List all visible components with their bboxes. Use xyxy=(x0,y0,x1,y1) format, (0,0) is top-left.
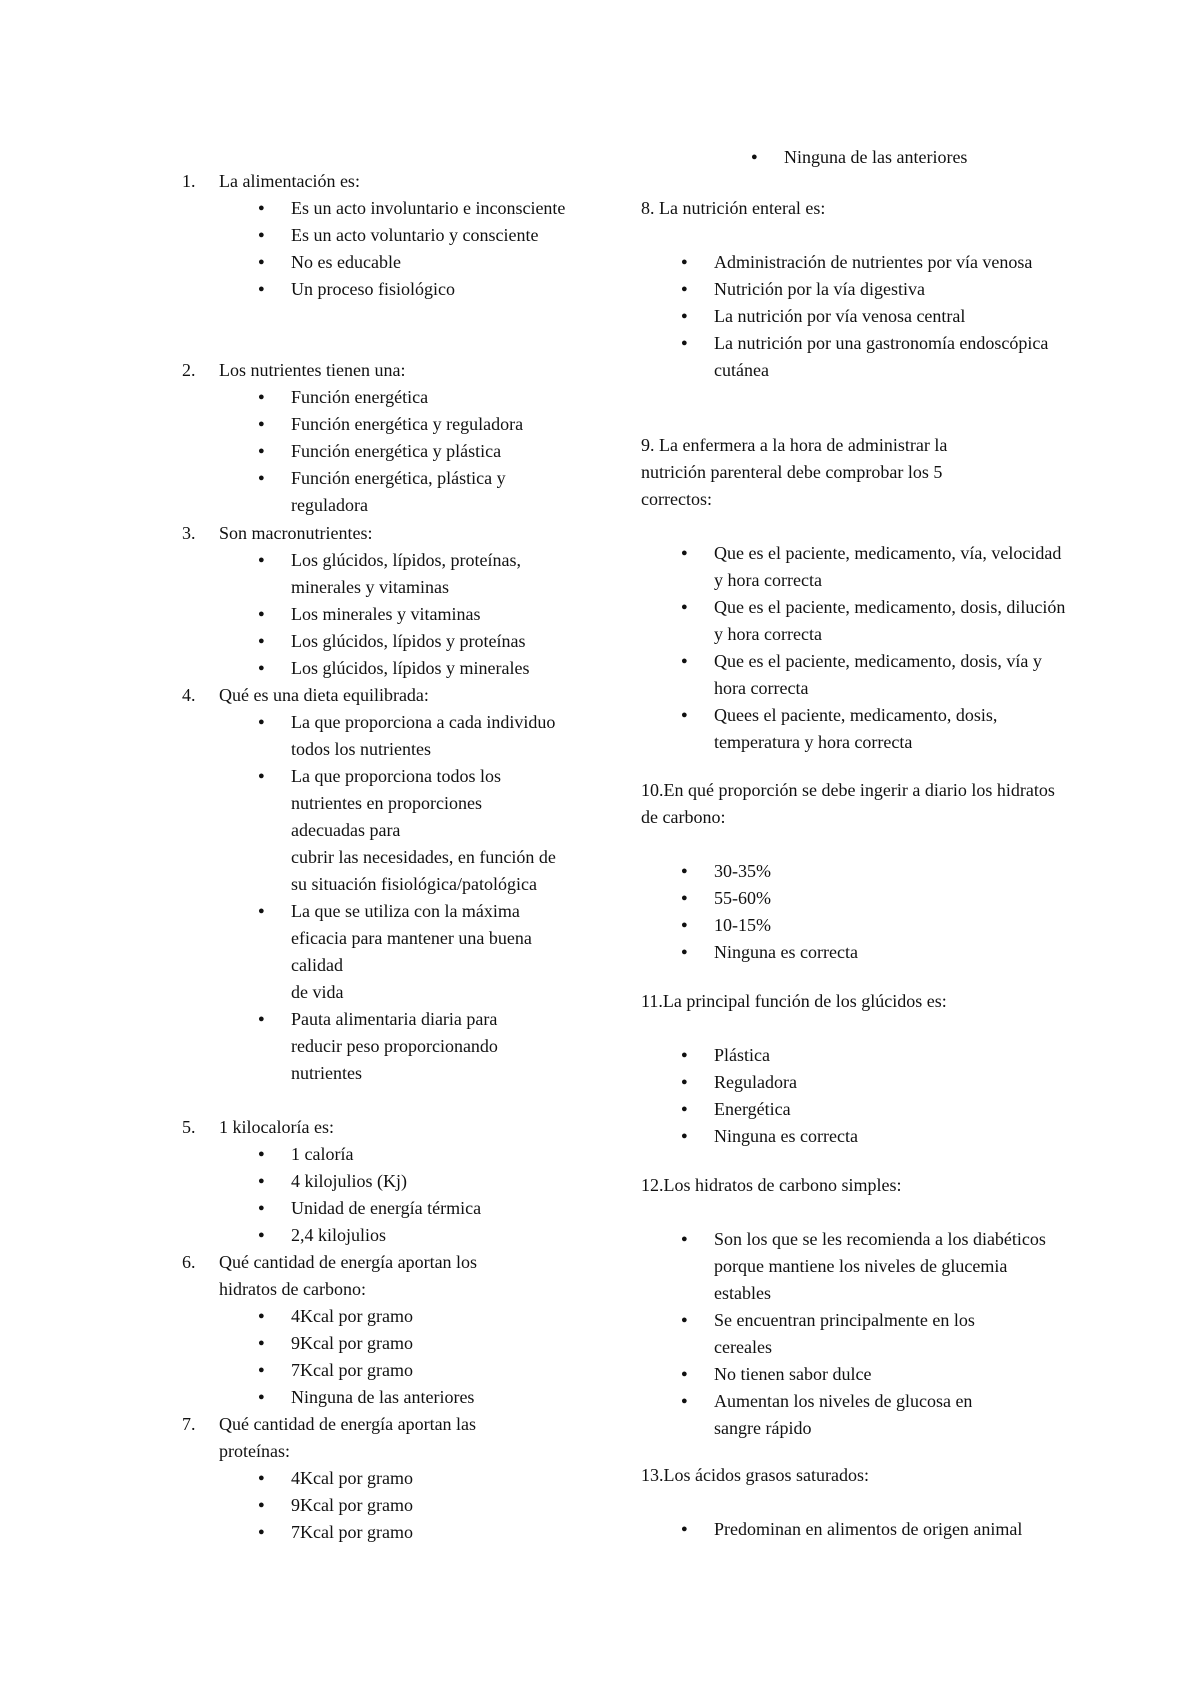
list-item: ● 2,4 kilojulios xyxy=(291,1222,581,1249)
list-item: ● Unidad de energía térmica xyxy=(291,1195,581,1222)
list-item: ● 9Kcal por gramo xyxy=(291,1492,581,1519)
question-8 xyxy=(641,195,1081,384)
list-item: ● Los glúcidos, lípidos, proteínas, minerales y vitaminas xyxy=(291,547,581,601)
question-text: 1 kilocaloría es: xyxy=(219,1117,334,1137)
question-7-continuation xyxy=(600,144,1200,171)
list-item: ● Administración de nutrientes por vía venosa xyxy=(714,249,1074,276)
list-item: ● Los glúcidos, lípidos y proteínas xyxy=(291,628,581,655)
question-number: 7. xyxy=(182,1414,196,1434)
list-item: ● Función energética y plástica xyxy=(291,438,581,465)
list-item: ● Nutrición por la vía digestiva xyxy=(714,276,1074,303)
options-list xyxy=(641,1042,1074,1150)
question-13 xyxy=(641,1462,1081,1543)
question-number: 6. xyxy=(182,1252,196,1272)
question-text: Qué es una dieta equilibrada: xyxy=(219,685,429,705)
question-6 xyxy=(182,1249,582,1411)
list-item: ● Ninguna es correcta xyxy=(714,939,1074,966)
list-item: ● Es un acto voluntario y consciente xyxy=(291,222,581,249)
list-item: ● No tienen sabor dulce xyxy=(714,1361,1074,1388)
options-list xyxy=(641,249,1074,384)
list-item: ● 10-15% xyxy=(714,912,1074,939)
options-list xyxy=(641,540,1074,756)
options-list xyxy=(182,195,581,303)
list-item: ● 7Kcal por gramo xyxy=(291,1357,581,1384)
options-list xyxy=(182,1303,581,1411)
list-item: ● Es un acto involuntario e inconsciente xyxy=(291,195,581,222)
list-item: ● Quees el paciente, medicamento, dosis, temperatura y hora correcta xyxy=(714,702,1074,756)
question-12 xyxy=(641,1172,1081,1442)
question-5 xyxy=(182,1114,582,1249)
options-list xyxy=(182,547,581,682)
list-item: ● Son los que se les recomienda a los diabéticos porque mantiene los niveles de glucemia estables xyxy=(714,1226,1059,1307)
question-text: 10.En qué proporción se debe ingerir a diario los hidratos de carbono: xyxy=(641,780,1055,827)
list-item: ● Que es el paciente, medicamento, dosis, dilución y hora correcta xyxy=(714,594,1074,648)
question-number: 1. xyxy=(182,171,196,191)
list-item: ● La que proporciona todos los nutrientes en proporciones adecuadas para cubrir las necesidades, en función de su situación fisiológica/patológica xyxy=(291,763,581,898)
question-10 xyxy=(641,777,1081,966)
question-text: Qué cantidad de energía aportan los hidratos de carbono: xyxy=(219,1252,478,1299)
list-item: ● 30-35% xyxy=(714,858,1074,885)
options-list xyxy=(182,709,581,1087)
list-item: ● Función energética y reguladora xyxy=(291,411,581,438)
question-number: 5. xyxy=(182,1117,196,1137)
list-item: ● Que es el paciente, medicamento, vía, velocidad y hora correcta xyxy=(714,540,1074,594)
question-text: Qué cantidad de energía aportan las proteínas: xyxy=(219,1414,477,1461)
list-item: ● Ninguna es correcta xyxy=(714,1123,1074,1150)
list-item: ● 4 kilojulios (Kj) xyxy=(291,1168,581,1195)
question-3 xyxy=(182,520,582,682)
question-number: 3. xyxy=(182,523,196,543)
question-text: 12.Los hidratos de carbono simples: xyxy=(641,1175,902,1195)
options-list xyxy=(600,144,1144,171)
question-text: 11.La principal función de los glúcidos es: xyxy=(641,991,947,1011)
list-item: ● Pauta alimentaria diaria para reducir peso proporcionando nutrientes xyxy=(291,1006,536,1087)
options-list xyxy=(641,1516,1074,1543)
question-number: 4. xyxy=(182,685,196,705)
question-text: 13.Los ácidos grasos saturados: xyxy=(641,1465,869,1485)
options-list xyxy=(182,1141,581,1249)
question-text: Los nutrientes tienen una: xyxy=(219,360,406,380)
list-item: ● Los glúcidos, lípidos y minerales xyxy=(291,655,581,682)
list-item: ● Los minerales y vitaminas xyxy=(291,601,581,628)
options-list xyxy=(641,1226,1074,1442)
list-item: ● La nutrición por una gastronomía endoscópica cutánea xyxy=(714,330,1074,384)
options-list xyxy=(641,858,1074,966)
question-1 xyxy=(182,168,582,303)
list-item: ● Plástica xyxy=(714,1042,1074,1069)
list-item: ● Función energética xyxy=(291,384,581,411)
list-item: ● Reguladora xyxy=(714,1069,1074,1096)
list-item: ● Predominan en alimentos de origen animal xyxy=(714,1516,1074,1543)
question-7 xyxy=(182,1411,582,1546)
list-item: ● Ninguna de las anteriores xyxy=(784,144,1144,171)
list-item: ● Se encuentran principalmente en los cereales xyxy=(714,1307,1014,1361)
list-item: ● 1 caloría xyxy=(291,1141,581,1168)
list-item: ● 55-60% xyxy=(714,885,1074,912)
list-item: ● La nutrición por vía venosa central xyxy=(714,303,1074,330)
list-item: ● Energética xyxy=(714,1096,1074,1123)
options-list xyxy=(182,1465,581,1546)
list-item: ● No es educable xyxy=(291,249,581,276)
options-list xyxy=(182,384,581,519)
question-4 xyxy=(182,682,582,1087)
list-item: ● 4Kcal por gramo xyxy=(291,1303,581,1330)
question-9 xyxy=(641,432,1081,756)
list-item: ● 7Kcal por gramo xyxy=(291,1519,581,1546)
list-item: ● 4Kcal por gramo xyxy=(291,1465,581,1492)
list-item: ● Aumentan los niveles de glucosa en sangre rápido xyxy=(714,1388,1014,1442)
question-2 xyxy=(182,357,582,519)
question-text: 9. La enfermera a la hora de administrar la nutrición parenteral debe comprobar los 5 correctos: xyxy=(641,435,948,509)
list-item: ● Ninguna de las anteriores xyxy=(291,1384,581,1411)
list-item: ● La que proporciona a cada individuo todos los nutrientes xyxy=(291,709,581,763)
list-item: ● La que se utiliza con la máxima eficacia para mantener una buena calidad de vida xyxy=(291,898,581,1006)
question-number: 2. xyxy=(182,360,196,380)
question-11 xyxy=(641,988,1081,1150)
question-text: Son macronutrientes: xyxy=(219,523,373,543)
list-item: ● Función energética, plástica y reguladora xyxy=(291,465,581,519)
list-item: ● 9Kcal por gramo xyxy=(291,1330,581,1357)
question-text: 8. La nutrición enteral es: xyxy=(641,198,826,218)
list-item: ● Un proceso fisiológico xyxy=(291,276,581,303)
list-item: ● Que es el paciente, medicamento, dosis, vía y hora correcta xyxy=(714,648,1074,702)
question-text: La alimentación es: xyxy=(219,171,360,191)
